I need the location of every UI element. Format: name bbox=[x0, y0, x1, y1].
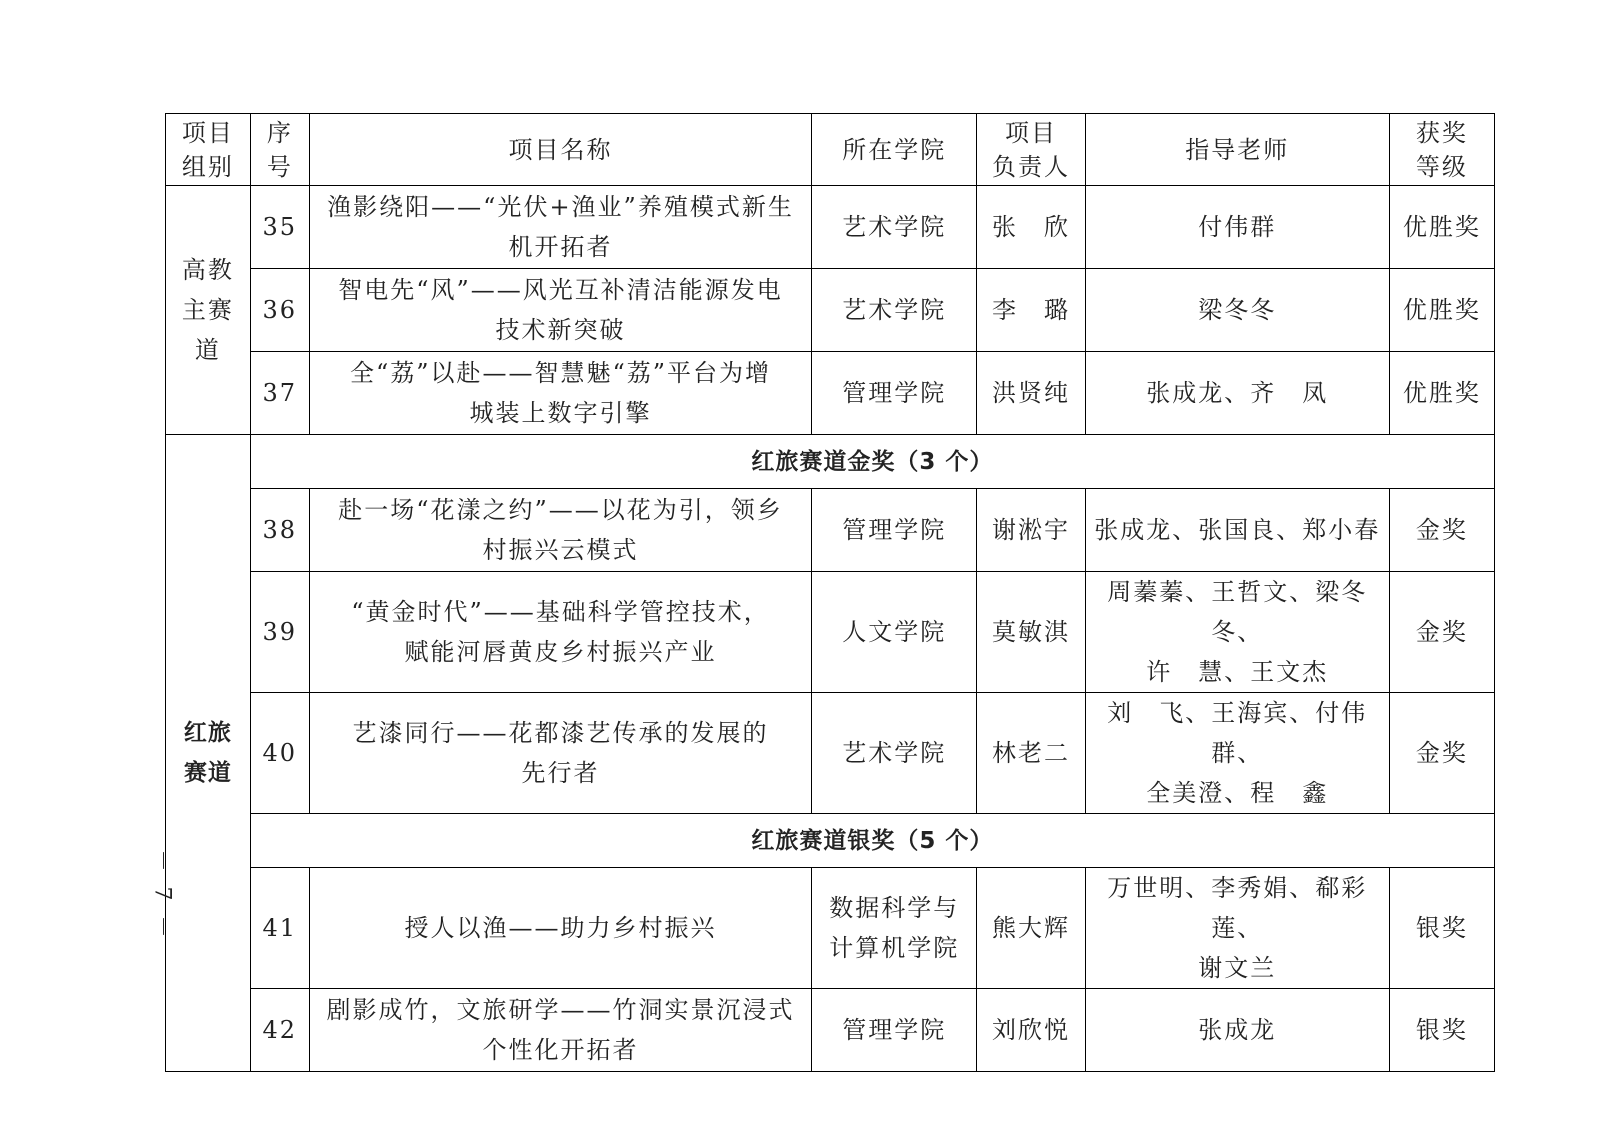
row-advisor: 张成龙、齐 凤 bbox=[1085, 352, 1389, 435]
row-advisor: 梁冬冬 bbox=[1085, 269, 1389, 352]
row-seq: 36 bbox=[250, 269, 309, 352]
row-name: 全“荔”以赴——智慧魅“荔”平台为增 城装上数字引擎 bbox=[309, 352, 811, 435]
row-advisor: 万世明、李秀娟、郗彩莲、 谢文兰 bbox=[1085, 868, 1389, 989]
row-advisor: 刘 飞、王海宾、付伟群、 全美澄、程 鑫 bbox=[1085, 693, 1389, 814]
row-leader: 林老二 bbox=[977, 693, 1085, 814]
header-group: 项目 组别 bbox=[166, 114, 251, 186]
row-college: 管理学院 bbox=[812, 989, 977, 1072]
row-name: 智电先“风”——风光互补清洁能源发电 技术新突破 bbox=[309, 269, 811, 352]
row-seq: 38 bbox=[250, 489, 309, 572]
row-name: 剧影成竹，文旅研学——竹洞实景沉浸式 个性化开拓者 bbox=[309, 989, 811, 1072]
header-leader: 项目 负责人 bbox=[977, 114, 1085, 186]
table-row bbox=[166, 352, 1495, 435]
table-row bbox=[166, 693, 1495, 814]
row-advisor: 张成龙 bbox=[1085, 989, 1389, 1072]
row-award: 金奖 bbox=[1389, 572, 1494, 693]
row-name: 授人以渔——助力乡村振兴 bbox=[309, 868, 811, 989]
row-college: 艺术学院 bbox=[812, 693, 977, 814]
page-number: － 7 － bbox=[149, 849, 175, 942]
row-award: 金奖 bbox=[1389, 489, 1494, 572]
row-award: 金奖 bbox=[1389, 693, 1494, 814]
row-seq: 41 bbox=[250, 868, 309, 989]
row-award: 优胜奖 bbox=[1389, 269, 1494, 352]
table-row bbox=[166, 269, 1495, 352]
awards-table bbox=[165, 113, 1495, 1072]
row-seq: 35 bbox=[250, 186, 309, 269]
group-higher-ed: 高教 主赛 道 bbox=[166, 186, 251, 435]
table-row bbox=[166, 489, 1495, 572]
row-leader: 张 欣 bbox=[977, 186, 1085, 269]
row-college: 数据科学与 计算机学院 bbox=[812, 868, 977, 989]
row-award: 优胜奖 bbox=[1389, 352, 1494, 435]
row-advisor: 周蓁蓁、王哲文、梁冬冬、 许 慧、王文杰 bbox=[1085, 572, 1389, 693]
row-leader: 莫敏淇 bbox=[977, 572, 1085, 693]
table-row bbox=[166, 868, 1495, 989]
table-row bbox=[166, 572, 1495, 693]
section-silver-row bbox=[166, 814, 1495, 868]
row-name: 赴一场“花漾之约”——以花为引，领乡 村振兴云模式 bbox=[309, 489, 811, 572]
row-name: 渔影绕阳——“光伏+渔业”养殖模式新生 机开拓者 bbox=[309, 186, 811, 269]
row-college: 管理学院 bbox=[812, 489, 977, 572]
row-leader: 刘欣悦 bbox=[977, 989, 1085, 1072]
section-gold-title: 红旅赛道金奖（3 个） bbox=[250, 435, 1494, 489]
row-leader: 李 璐 bbox=[977, 269, 1085, 352]
row-award: 银奖 bbox=[1389, 868, 1494, 989]
row-seq: 40 bbox=[250, 693, 309, 814]
row-award: 银奖 bbox=[1389, 989, 1494, 1072]
row-college: 人文学院 bbox=[812, 572, 977, 693]
header-seq: 序 号 bbox=[250, 114, 309, 186]
row-advisor: 付伟群 bbox=[1085, 186, 1389, 269]
row-advisor: 张成龙、张国良、郑小春 bbox=[1085, 489, 1389, 572]
table-row bbox=[166, 186, 1495, 269]
row-name: 艺漆同行——花都漆艺传承的发展的 先行者 bbox=[309, 693, 811, 814]
header-name: 项目名称 bbox=[309, 114, 811, 186]
row-seq: 37 bbox=[250, 352, 309, 435]
row-leader: 熊大辉 bbox=[977, 868, 1085, 989]
table-header-row bbox=[166, 114, 1495, 186]
row-leader: 洪贤纯 bbox=[977, 352, 1085, 435]
row-college: 艺术学院 bbox=[812, 269, 977, 352]
row-name: “黄金时代”——基础科学管控技术， 赋能河唇黄皮乡村振兴产业 bbox=[309, 572, 811, 693]
row-seq: 39 bbox=[250, 572, 309, 693]
section-gold-row bbox=[166, 435, 1495, 489]
header-advisor: 指导老师 bbox=[1085, 114, 1389, 186]
row-leader: 谢淞宇 bbox=[977, 489, 1085, 572]
header-award: 获奖 等级 bbox=[1389, 114, 1494, 186]
row-award: 优胜奖 bbox=[1389, 186, 1494, 269]
section-silver-title: 红旅赛道银奖（5 个） bbox=[250, 814, 1494, 868]
group-red-tour: 红旅 赛道 bbox=[166, 435, 251, 1072]
row-college: 艺术学院 bbox=[812, 186, 977, 269]
row-seq: 42 bbox=[250, 989, 309, 1072]
header-college: 所在学院 bbox=[812, 114, 977, 186]
row-college: 管理学院 bbox=[812, 352, 977, 435]
table-row bbox=[166, 989, 1495, 1072]
